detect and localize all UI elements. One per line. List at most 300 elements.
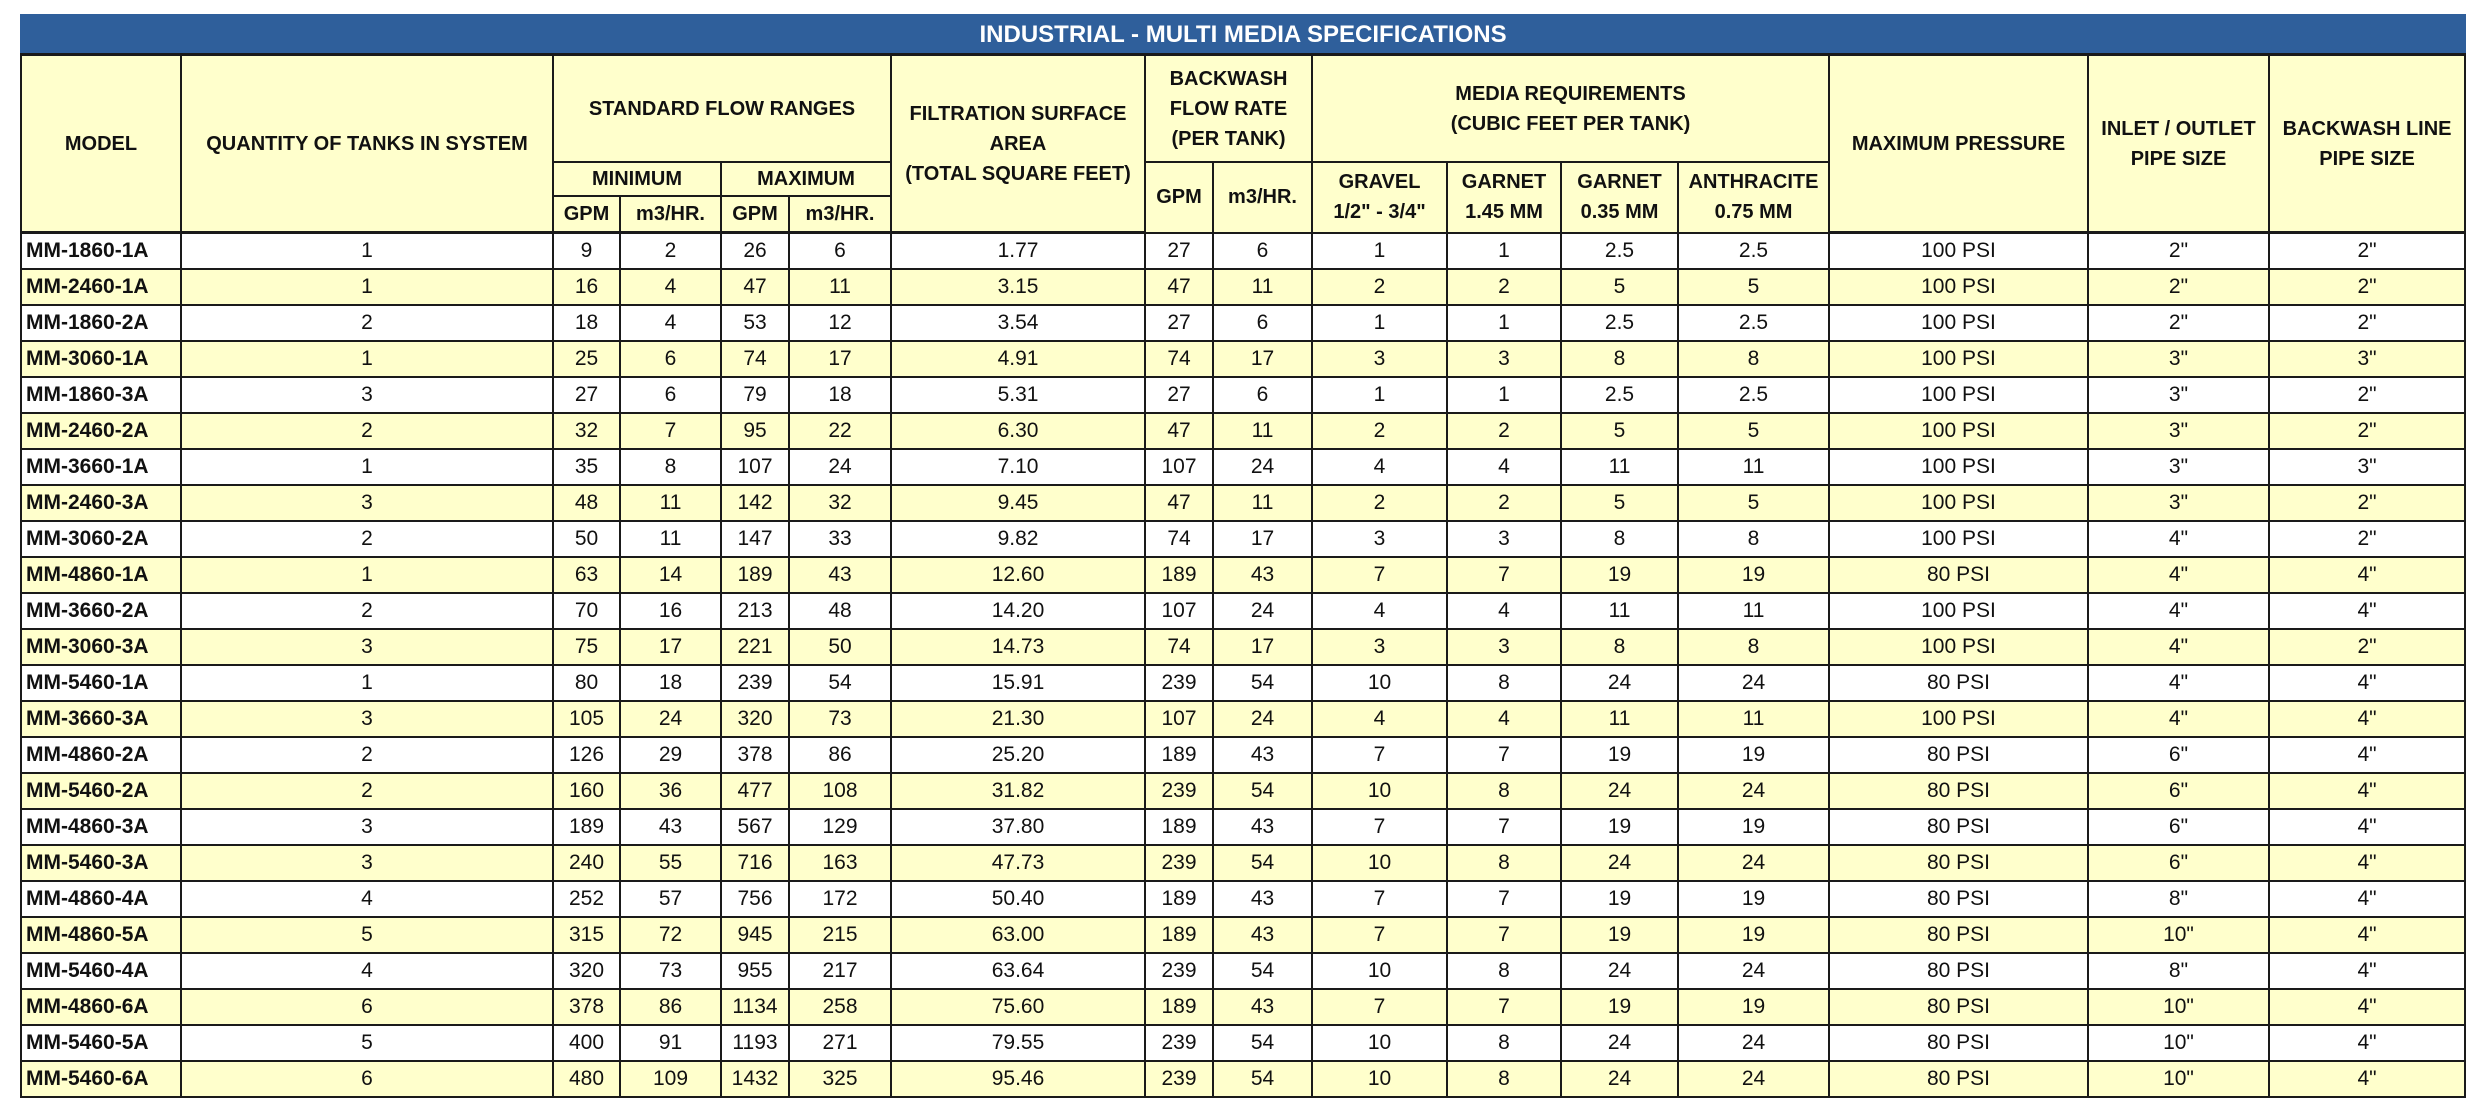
cell-max-m3hr: 172 <box>789 881 891 917</box>
cell-filtration-area: 47.73 <box>891 845 1145 881</box>
table-row <box>21 449 2465 485</box>
header-max-gpm: GPM <box>721 196 789 233</box>
cell-anthracite: 24 <box>1678 1025 1829 1061</box>
cell-filtration-area: 50.40 <box>891 881 1145 917</box>
cell-anthracite: 11 <box>1678 593 1829 629</box>
cell-backwash-gpm: 239 <box>1145 953 1213 989</box>
cell-backwash-line-size: 2" <box>2269 521 2465 557</box>
cell-model: MM-1860-1A <box>21 233 181 270</box>
cell-max-pressure: 100 PSI <box>1829 413 2088 449</box>
cell-inlet-outlet-size: 10" <box>2088 989 2269 1025</box>
cell-garnet-035: 19 <box>1561 557 1678 593</box>
cell-quantity: 1 <box>181 665 553 701</box>
cell-backwash-gpm: 27 <box>1145 377 1213 413</box>
cell-min-m3hr: 2 <box>620 233 721 270</box>
cell-model: MM-5460-5A <box>21 1025 181 1061</box>
cell-backwash-m3hr: 6 <box>1213 305 1312 341</box>
cell-min-m3hr: 57 <box>620 881 721 917</box>
cell-quantity: 2 <box>181 521 553 557</box>
cell-model: MM-4860-2A <box>21 737 181 773</box>
cell-max-gpm: 47 <box>721 269 789 305</box>
cell-max-pressure: 80 PSI <box>1829 881 2088 917</box>
cell-min-m3hr: 11 <box>620 485 721 521</box>
cell-backwash-gpm: 239 <box>1145 1025 1213 1061</box>
cell-backwash-line-size: 4" <box>2269 773 2465 809</box>
cell-backwash-m3hr: 17 <box>1213 521 1312 557</box>
cell-garnet-035: 24 <box>1561 1061 1678 1097</box>
cell-min-gpm: 480 <box>553 1061 620 1097</box>
cell-filtration-area: 4.91 <box>891 341 1145 377</box>
cell-garnet-035: 5 <box>1561 413 1678 449</box>
cell-filtration-area: 95.46 <box>891 1061 1145 1097</box>
cell-gravel: 1 <box>1312 233 1447 270</box>
cell-model: MM-3660-2A <box>21 593 181 629</box>
cell-filtration-area: 15.91 <box>891 665 1145 701</box>
cell-min-gpm: 32 <box>553 413 620 449</box>
cell-min-m3hr: 8 <box>620 449 721 485</box>
cell-backwash-line-size: 3" <box>2269 341 2465 377</box>
cell-gravel: 4 <box>1312 593 1447 629</box>
cell-garnet-145: 7 <box>1447 809 1561 845</box>
cell-model: MM-4860-1A <box>21 557 181 593</box>
header-line: ANTHRACITE <box>1688 171 1819 194</box>
cell-max-m3hr: 271 <box>789 1025 891 1061</box>
cell-backwash-m3hr: 43 <box>1213 881 1312 917</box>
header-minimum: MINIMUM <box>553 162 721 196</box>
cell-max-m3hr: 217 <box>789 953 891 989</box>
cell-min-m3hr: 11 <box>620 521 721 557</box>
header-line: PIPE SIZE <box>2319 147 2415 170</box>
cell-quantity: 5 <box>181 1025 553 1061</box>
cell-max-m3hr: 6 <box>789 233 891 270</box>
cell-backwash-m3hr: 54 <box>1213 665 1312 701</box>
cell-backwash-gpm: 189 <box>1145 809 1213 845</box>
cell-backwash-gpm: 107 <box>1145 449 1213 485</box>
header-garnet-035 <box>1561 162 1678 233</box>
header-line: BACKWASH LINE <box>2282 117 2452 140</box>
cell-max-m3hr: 129 <box>789 809 891 845</box>
cell-min-gpm: 400 <box>553 1025 620 1061</box>
cell-max-m3hr: 73 <box>789 701 891 737</box>
cell-quantity: 2 <box>181 305 553 341</box>
cell-anthracite: 24 <box>1678 1061 1829 1097</box>
cell-backwash-line-size: 2" <box>2269 233 2465 270</box>
cell-max-m3hr: 18 <box>789 377 891 413</box>
cell-garnet-035: 5 <box>1561 485 1678 521</box>
cell-model: MM-2460-2A <box>21 413 181 449</box>
cell-max-pressure: 100 PSI <box>1829 377 2088 413</box>
cell-model: MM-1860-3A <box>21 377 181 413</box>
cell-inlet-outlet-size: 3" <box>2088 341 2269 377</box>
cell-min-gpm: 27 <box>553 377 620 413</box>
cell-inlet-outlet-size: 3" <box>2088 449 2269 485</box>
cell-max-m3hr: 12 <box>789 305 891 341</box>
cell-model: MM-4860-6A <box>21 989 181 1025</box>
cell-backwash-line-size: 2" <box>2269 413 2465 449</box>
header-backwash-m3hr: m3/HR. <box>1213 162 1312 233</box>
cell-gravel: 7 <box>1312 989 1447 1025</box>
cell-backwash-gpm: 189 <box>1145 557 1213 593</box>
cell-backwash-line-size: 4" <box>2269 1025 2465 1061</box>
cell-garnet-145: 3 <box>1447 629 1561 665</box>
cell-min-m3hr: 6 <box>620 341 721 377</box>
cell-inlet-outlet-size: 3" <box>2088 485 2269 521</box>
cell-max-m3hr: 215 <box>789 917 891 953</box>
cell-inlet-outlet-size: 2" <box>2088 233 2269 270</box>
cell-garnet-035: 19 <box>1561 809 1678 845</box>
cell-filtration-area: 12.60 <box>891 557 1145 593</box>
table-row <box>21 1061 2465 1097</box>
cell-quantity: 1 <box>181 233 553 270</box>
cell-garnet-035: 19 <box>1561 881 1678 917</box>
cell-backwash-m3hr: 43 <box>1213 917 1312 953</box>
cell-backwash-m3hr: 43 <box>1213 737 1312 773</box>
cell-max-pressure: 100 PSI <box>1829 629 2088 665</box>
cell-filtration-area: 14.20 <box>891 593 1145 629</box>
cell-garnet-145: 4 <box>1447 593 1561 629</box>
cell-min-m3hr: 24 <box>620 701 721 737</box>
cell-filtration-area: 5.31 <box>891 377 1145 413</box>
cell-filtration-area: 6.30 <box>891 413 1145 449</box>
header-line: GARNET <box>1577 171 1662 194</box>
cell-garnet-035: 24 <box>1561 1025 1678 1061</box>
header-filtration-area <box>891 55 1145 233</box>
cell-max-gpm: 945 <box>721 917 789 953</box>
cell-filtration-area: 3.15 <box>891 269 1145 305</box>
cell-inlet-outlet-size: 4" <box>2088 701 2269 737</box>
cell-model: MM-5460-1A <box>21 665 181 701</box>
cell-filtration-area: 25.20 <box>891 737 1145 773</box>
cell-backwash-m3hr: 17 <box>1213 341 1312 377</box>
cell-quantity: 3 <box>181 629 553 665</box>
cell-garnet-145: 4 <box>1447 449 1561 485</box>
cell-backwash-gpm: 107 <box>1145 593 1213 629</box>
specifications-table <box>20 14 2466 1098</box>
header-line: GRAVEL <box>1338 171 1421 194</box>
header-backwash-gpm: GPM <box>1145 162 1213 233</box>
cell-inlet-outlet-size: 3" <box>2088 413 2269 449</box>
cell-min-gpm: 160 <box>553 773 620 809</box>
cell-anthracite: 5 <box>1678 485 1829 521</box>
cell-model: MM-5460-6A <box>21 1061 181 1097</box>
table-row <box>21 1025 2465 1061</box>
cell-min-gpm: 48 <box>553 485 620 521</box>
table-row <box>21 665 2465 701</box>
cell-backwash-m3hr: 43 <box>1213 809 1312 845</box>
cell-gravel: 1 <box>1312 377 1447 413</box>
cell-filtration-area: 21.30 <box>891 701 1145 737</box>
cell-min-m3hr: 86 <box>620 989 721 1025</box>
cell-max-pressure: 80 PSI <box>1829 953 2088 989</box>
cell-model: MM-3060-3A <box>21 629 181 665</box>
table-row <box>21 701 2465 737</box>
cell-quantity: 2 <box>181 737 553 773</box>
cell-gravel: 7 <box>1312 557 1447 593</box>
cell-filtration-area: 37.80 <box>891 809 1145 845</box>
header-line: BACKWASH <box>1169 67 1288 90</box>
cell-garnet-035: 11 <box>1561 593 1678 629</box>
cell-inlet-outlet-size: 8" <box>2088 953 2269 989</box>
cell-backwash-m3hr: 54 <box>1213 773 1312 809</box>
cell-max-pressure: 100 PSI <box>1829 485 2088 521</box>
cell-backwash-line-size: 4" <box>2269 989 2465 1025</box>
cell-backwash-m3hr: 54 <box>1213 845 1312 881</box>
cell-quantity: 1 <box>181 449 553 485</box>
header-line: INLET / OUTLET <box>2101 117 2256 140</box>
cell-backwash-line-size: 2" <box>2269 629 2465 665</box>
cell-min-m3hr: 4 <box>620 269 721 305</box>
cell-garnet-145: 2 <box>1447 413 1561 449</box>
header-backwash-line <box>2269 55 2465 233</box>
cell-anthracite: 24 <box>1678 773 1829 809</box>
cell-garnet-035: 24 <box>1561 773 1678 809</box>
cell-backwash-line-size: 2" <box>2269 377 2465 413</box>
cell-filtration-area: 75.60 <box>891 989 1145 1025</box>
cell-min-gpm: 126 <box>553 737 620 773</box>
table-row <box>21 521 2465 557</box>
cell-gravel: 3 <box>1312 629 1447 665</box>
cell-backwash-m3hr: 24 <box>1213 701 1312 737</box>
cell-inlet-outlet-size: 4" <box>2088 665 2269 701</box>
cell-max-gpm: 320 <box>721 701 789 737</box>
cell-anthracite: 11 <box>1678 701 1829 737</box>
cell-garnet-145: 2 <box>1447 269 1561 305</box>
cell-garnet-035: 8 <box>1561 521 1678 557</box>
cell-max-m3hr: 258 <box>789 989 891 1025</box>
cell-anthracite: 8 <box>1678 341 1829 377</box>
cell-gravel: 4 <box>1312 701 1447 737</box>
header-backwash-flow <box>1145 55 1312 163</box>
cell-min-m3hr: 7 <box>620 413 721 449</box>
cell-garnet-145: 3 <box>1447 341 1561 377</box>
cell-garnet-035: 2.5 <box>1561 377 1678 413</box>
table-row <box>21 413 2465 449</box>
cell-backwash-gpm: 47 <box>1145 413 1213 449</box>
cell-max-gpm: 107 <box>721 449 789 485</box>
cell-garnet-035: 19 <box>1561 737 1678 773</box>
cell-max-pressure: 80 PSI <box>1829 1061 2088 1097</box>
cell-min-m3hr: 14 <box>620 557 721 593</box>
cell-max-pressure: 80 PSI <box>1829 737 2088 773</box>
cell-backwash-line-size: 4" <box>2269 1061 2465 1097</box>
cell-filtration-area: 9.82 <box>891 521 1145 557</box>
cell-min-m3hr: 91 <box>620 1025 721 1061</box>
cell-max-gpm: 955 <box>721 953 789 989</box>
cell-garnet-035: 2.5 <box>1561 305 1678 341</box>
cell-garnet-145: 2 <box>1447 485 1561 521</box>
cell-inlet-outlet-size: 2" <box>2088 305 2269 341</box>
cell-gravel: 7 <box>1312 917 1447 953</box>
cell-filtration-area: 79.55 <box>891 1025 1145 1061</box>
cell-max-pressure: 80 PSI <box>1829 557 2088 593</box>
cell-max-pressure: 100 PSI <box>1829 449 2088 485</box>
cell-filtration-area: 31.82 <box>891 773 1145 809</box>
cell-garnet-035: 8 <box>1561 629 1678 665</box>
cell-min-m3hr: 29 <box>620 737 721 773</box>
cell-max-m3hr: 86 <box>789 737 891 773</box>
cell-inlet-outlet-size: 6" <box>2088 737 2269 773</box>
cell-quantity: 6 <box>181 1061 553 1097</box>
cell-model: MM-4860-5A <box>21 917 181 953</box>
cell-backwash-m3hr: 54 <box>1213 1025 1312 1061</box>
cell-quantity: 4 <box>181 881 553 917</box>
cell-max-gpm: 189 <box>721 557 789 593</box>
cell-quantity: 2 <box>181 773 553 809</box>
cell-anthracite: 19 <box>1678 917 1829 953</box>
cell-min-gpm: 25 <box>553 341 620 377</box>
cell-inlet-outlet-size: 4" <box>2088 593 2269 629</box>
cell-inlet-outlet-size: 2" <box>2088 269 2269 305</box>
cell-gravel: 2 <box>1312 269 1447 305</box>
cell-anthracite: 8 <box>1678 629 1829 665</box>
header-line: (TOTAL SQUARE FEET) <box>905 162 1131 185</box>
cell-filtration-area: 1.77 <box>891 233 1145 270</box>
table-row <box>21 809 2465 845</box>
cell-quantity: 2 <box>181 593 553 629</box>
cell-max-m3hr: 54 <box>789 665 891 701</box>
cell-anthracite: 24 <box>1678 845 1829 881</box>
cell-backwash-line-size: 4" <box>2269 845 2465 881</box>
cell-backwash-gpm: 189 <box>1145 989 1213 1025</box>
cell-anthracite: 5 <box>1678 269 1829 305</box>
cell-max-m3hr: 32 <box>789 485 891 521</box>
header-line: FILTRATION SURFACE <box>909 102 1127 125</box>
cell-backwash-gpm: 189 <box>1145 881 1213 917</box>
cell-inlet-outlet-size: 10" <box>2088 1061 2269 1097</box>
header-model: MODEL <box>21 55 181 233</box>
cell-max-m3hr: 24 <box>789 449 891 485</box>
cell-garnet-035: 19 <box>1561 917 1678 953</box>
cell-garnet-035: 19 <box>1561 989 1678 1025</box>
header-line: PIPE SIZE <box>2130 147 2227 170</box>
cell-backwash-m3hr: 11 <box>1213 413 1312 449</box>
cell-min-gpm: 9 <box>553 233 620 270</box>
cell-model: MM-3060-1A <box>21 341 181 377</box>
cell-anthracite: 19 <box>1678 881 1829 917</box>
header-line: GARNET <box>1461 171 1547 194</box>
cell-max-gpm: 567 <box>721 809 789 845</box>
cell-model: MM-2460-3A <box>21 485 181 521</box>
cell-gravel: 2 <box>1312 485 1447 521</box>
cell-filtration-area: 63.00 <box>891 917 1145 953</box>
cell-min-m3hr: 55 <box>620 845 721 881</box>
cell-inlet-outlet-size: 4" <box>2088 629 2269 665</box>
cell-backwash-m3hr: 54 <box>1213 953 1312 989</box>
cell-backwash-line-size: 3" <box>2269 449 2465 485</box>
cell-max-pressure: 100 PSI <box>1829 341 2088 377</box>
cell-backwash-line-size: 4" <box>2269 593 2465 629</box>
cell-inlet-outlet-size: 10" <box>2088 917 2269 953</box>
cell-garnet-145: 7 <box>1447 557 1561 593</box>
cell-backwash-line-size: 2" <box>2269 269 2465 305</box>
cell-backwash-gpm: 189 <box>1145 737 1213 773</box>
cell-inlet-outlet-size: 6" <box>2088 809 2269 845</box>
header-flow-ranges: STANDARD FLOW RANGES <box>553 55 891 163</box>
cell-min-gpm: 70 <box>553 593 620 629</box>
cell-gravel: 7 <box>1312 881 1447 917</box>
cell-model: MM-5460-2A <box>21 773 181 809</box>
cell-gravel: 7 <box>1312 737 1447 773</box>
cell-backwash-m3hr: 6 <box>1213 377 1312 413</box>
cell-max-m3hr: 50 <box>789 629 891 665</box>
cell-garnet-035: 11 <box>1561 701 1678 737</box>
cell-model: MM-3660-1A <box>21 449 181 485</box>
cell-filtration-area: 7.10 <box>891 449 1145 485</box>
cell-quantity: 1 <box>181 341 553 377</box>
table-row <box>21 233 2465 270</box>
cell-garnet-145: 4 <box>1447 701 1561 737</box>
cell-model: MM-5460-4A <box>21 953 181 989</box>
cell-quantity: 3 <box>181 701 553 737</box>
cell-inlet-outlet-size: 4" <box>2088 521 2269 557</box>
cell-backwash-gpm: 47 <box>1145 269 1213 305</box>
cell-backwash-gpm: 107 <box>1145 701 1213 737</box>
cell-anthracite: 19 <box>1678 809 1829 845</box>
cell-max-gpm: 477 <box>721 773 789 809</box>
cell-anthracite: 19 <box>1678 737 1829 773</box>
cell-garnet-145: 8 <box>1447 773 1561 809</box>
cell-garnet-035: 8 <box>1561 341 1678 377</box>
cell-quantity: 1 <box>181 557 553 593</box>
header-quantity: QUANTITY OF TANKS IN SYSTEM <box>181 55 553 233</box>
cell-model: MM-3660-3A <box>21 701 181 737</box>
cell-backwash-gpm: 47 <box>1145 485 1213 521</box>
cell-backwash-m3hr: 24 <box>1213 449 1312 485</box>
cell-max-pressure: 80 PSI <box>1829 809 2088 845</box>
cell-backwash-m3hr: 17 <box>1213 629 1312 665</box>
cell-quantity: 4 <box>181 953 553 989</box>
cell-max-pressure: 80 PSI <box>1829 773 2088 809</box>
cell-min-m3hr: 43 <box>620 809 721 845</box>
cell-filtration-area: 3.54 <box>891 305 1145 341</box>
cell-model: MM-5460-3A <box>21 845 181 881</box>
cell-garnet-145: 1 <box>1447 377 1561 413</box>
cell-max-gpm: 26 <box>721 233 789 270</box>
cell-max-pressure: 80 PSI <box>1829 917 2088 953</box>
cell-backwash-m3hr: 11 <box>1213 485 1312 521</box>
cell-model: MM-3060-2A <box>21 521 181 557</box>
cell-backwash-line-size: 2" <box>2269 485 2465 521</box>
cell-filtration-area: 14.73 <box>891 629 1145 665</box>
table-row <box>21 341 2465 377</box>
table-row <box>21 377 2465 413</box>
cell-max-gpm: 95 <box>721 413 789 449</box>
cell-backwash-line-size: 4" <box>2269 557 2465 593</box>
cell-max-gpm: 142 <box>721 485 789 521</box>
table-row <box>21 773 2465 809</box>
cell-garnet-035: 11 <box>1561 449 1678 485</box>
cell-backwash-m3hr: 24 <box>1213 593 1312 629</box>
cell-model: MM-2460-1A <box>21 269 181 305</box>
cell-gravel: 10 <box>1312 773 1447 809</box>
cell-max-m3hr: 108 <box>789 773 891 809</box>
table-row <box>21 881 2465 917</box>
cell-backwash-line-size: 4" <box>2269 881 2465 917</box>
cell-anthracite: 2.5 <box>1678 377 1829 413</box>
cell-backwash-gpm: 74 <box>1145 521 1213 557</box>
cell-min-m3hr: 109 <box>620 1061 721 1097</box>
cell-model: MM-1860-2A <box>21 305 181 341</box>
cell-backwash-gpm: 27 <box>1145 233 1213 270</box>
cell-max-gpm: 74 <box>721 341 789 377</box>
table-row <box>21 737 2465 773</box>
cell-gravel: 10 <box>1312 845 1447 881</box>
cell-min-m3hr: 16 <box>620 593 721 629</box>
cell-garnet-035: 5 <box>1561 269 1678 305</box>
table-row <box>21 269 2465 305</box>
cell-gravel: 3 <box>1312 521 1447 557</box>
cell-garnet-145: 7 <box>1447 989 1561 1025</box>
